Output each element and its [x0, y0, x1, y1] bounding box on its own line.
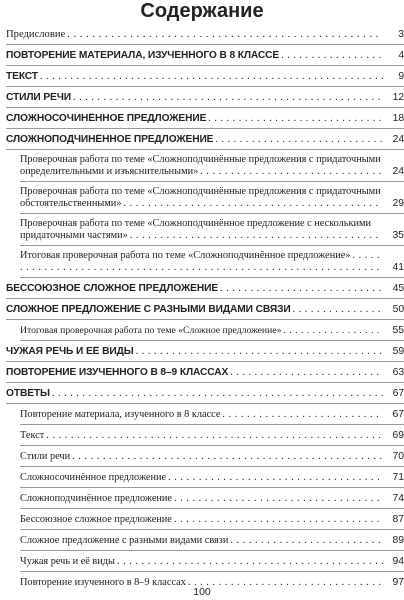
toc-entry-text[interactable]	[6, 66, 404, 87]
toc-entry-page: 45	[383, 283, 404, 295]
toc-entry-title: Чужая речь и её виды . . .	[20, 556, 383, 568]
toc-entry-page: 24	[383, 134, 404, 146]
toc-entry-page: 70	[383, 451, 404, 463]
toc-entry-test-attributive-clauses[interactable]	[6, 150, 404, 182]
toc-entry-page: 12	[383, 92, 404, 104]
toc-entry-speech-styles[interactable]	[6, 87, 404, 108]
toc-entry-title: ТЕКСТ . . .	[6, 71, 383, 83]
toc-entry-title: ЧУЖАЯ РЕЧЬ И ЕЁ ВИДЫ . . .	[6, 346, 383, 358]
toc-entry-title: Предисловие . . .	[6, 29, 383, 41]
toc-entry-page: 63	[383, 367, 404, 379]
toc-entry-page: 55	[383, 325, 404, 337]
toc-entry-page: 74	[383, 493, 404, 505]
toc-entry-answers-compound-sentence[interactable]	[6, 467, 404, 488]
toc-entry-asyndetic-sentence[interactable]	[6, 278, 404, 299]
toc-entry-reported-speech[interactable]	[6, 341, 404, 362]
toc-entry-title: Бессоюзное сложное предложение . . .	[20, 514, 383, 526]
toc-entry-final-test-complex-sentence[interactable]	[6, 246, 404, 278]
toc-entry-title: СЛОЖНОЕ ПРЕДЛОЖЕНИЕ С РАЗНЫМИ ВИДАМИ СВЯЗИ . . .	[6, 304, 383, 316]
toc-entry-page: 50	[383, 304, 404, 316]
toc-entry-title: Итоговая проверочная работа по теме «Сложноподчинённое предложение» . . .	[20, 250, 383, 274]
toc-entry-page: 94	[383, 556, 404, 568]
toc-entry-answers-reported-speech[interactable]	[6, 551, 404, 572]
toc-entry-mixed-connection-sentence[interactable]	[6, 299, 404, 320]
toc-entry-complex-sentence[interactable]	[6, 129, 404, 150]
toc-entry-title: Проверочная работа по теме «Сложноподчинённые предложения с придаточными определительными и изъяснительными» . . .	[20, 154, 383, 178]
toc-entry-title: Проверочная работа по теме «Сложноподчинённое предложение с несколькими придаточными частями» . . .	[20, 218, 383, 242]
page-title: Содержание	[140, 0, 264, 22]
toc-entry-title: Текст . . .	[20, 430, 383, 442]
toc-entry-page: 35	[383, 230, 404, 242]
toc-entry-answers-mixed-connection[interactable]	[6, 530, 404, 551]
toc-entry-answers-asyndetic-sentence[interactable]	[6, 509, 404, 530]
toc-entry-review-grades-8-9[interactable]	[6, 362, 404, 383]
toc-entry-title: Повторение материала, изученного в 8 классе . . .	[20, 409, 383, 421]
toc-entry-page: 69	[383, 430, 404, 442]
toc-entry-answers-text[interactable]	[6, 425, 404, 446]
toc-entry-test-adverbial-clauses[interactable]	[6, 182, 404, 214]
toc-entry-final-test-compound[interactable]	[6, 320, 404, 341]
toc-entry-title: Сложное предложение с разными видами связи . . .	[20, 535, 383, 547]
toc-entry-compound-sentence[interactable]	[6, 108, 404, 129]
toc-entry-page: 87	[383, 514, 404, 526]
toc-entry-title: Сложноподчинённое предложение . . .	[20, 493, 383, 505]
toc-entry-page: 71	[383, 472, 404, 484]
toc-entry-answers[interactable]	[6, 383, 404, 404]
page-number: 100	[193, 586, 211, 598]
toc-entry-page: 18	[383, 113, 404, 125]
toc-entry-title: Повторение изученного в 8–9 классах . . .	[20, 577, 383, 589]
toc-entry-answers-complex-sentence[interactable]	[6, 488, 404, 509]
toc-entry-test-multiple-clauses[interactable]	[6, 214, 404, 246]
toc-entry-page: 89	[383, 535, 404, 547]
table-of-contents	[6, 24, 404, 593]
toc-entry-title: ПОВТОРЕНИЕ МАТЕРИАЛА, ИЗУЧЕННОГО В 8 КЛАССЕ . . .	[6, 50, 383, 62]
toc-entry-title: ПОВТОРЕНИЕ ИЗУЧЕННОГО В 8–9 КЛАССАХ . . .	[6, 367, 383, 379]
toc-entry-page: 29	[383, 198, 404, 210]
toc-entry-title: Проверочная работа по теме «Сложноподчинённые предложения с придаточными обстоятельственными» . . .	[20, 186, 383, 210]
toc-entry-title: Стили речи . . .	[20, 451, 383, 463]
toc-entry-title: СТИЛИ РЕЧИ . . .	[6, 92, 383, 104]
toc-entry-page: 97	[383, 577, 404, 589]
toc-entry-answers-speech-styles[interactable]	[6, 446, 404, 467]
toc-entry-review-grade-8[interactable]	[6, 45, 404, 66]
toc-entry-preface[interactable]	[6, 24, 404, 45]
toc-entry-page: 4	[383, 50, 404, 62]
toc-entry-title: СЛОЖНОСОЧИНЁННОЕ ПРЕДЛОЖЕНИЕ . . .	[6, 113, 383, 125]
toc-entry-title: СЛОЖНОПОДЧИНЁННОЕ ПРЕДЛОЖЕНИЕ . . .	[6, 134, 383, 146]
toc-entry-title: ОТВЕТЫ . . .	[6, 388, 383, 400]
toc-entry-page: 59	[383, 346, 404, 358]
toc-entry-page: 41	[383, 262, 404, 274]
toc-entry-title: Итоговая проверочная работа по теме «Сложное предложение» . . .	[20, 325, 383, 337]
toc-entry-page: 24	[383, 166, 404, 178]
toc-entry-page: 3	[383, 29, 404, 41]
toc-entry-title: БЕССОЮЗНОЕ СЛОЖНОЕ ПРЕДЛОЖЕНИЕ . . .	[6, 283, 383, 295]
toc-entry-page: 9	[383, 71, 404, 83]
toc-entry-answers-review-grade-8[interactable]	[6, 404, 404, 425]
toc-entry-page: 67	[383, 409, 404, 421]
toc-entry-title: Сложносочинённое предложение . . .	[20, 472, 383, 484]
toc-entry-page: 67	[383, 388, 404, 400]
